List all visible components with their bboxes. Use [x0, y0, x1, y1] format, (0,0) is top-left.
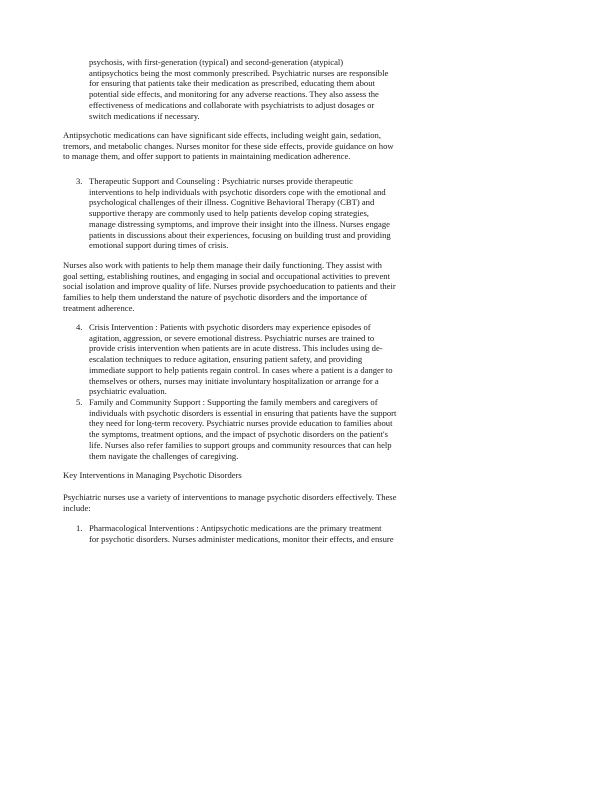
list-number-1: 1.	[76, 523, 83, 533]
daily-functioning-paragraph: Nurses also work with patients to help them manage their daily functioning. They assist with goal setting, establishing routines, and engaging in social and occupational activities to prevent social isolation and improve quality of life. Nurses provide psychoeducation to patients and their families to help them understand the nature of psychotic disorders and the importance of treatment adherence.	[63, 260, 396, 313]
section-heading: Key Interventions in Managing Psychotic Disorders	[63, 470, 242, 480]
list-number-3: 3.	[76, 176, 83, 186]
interventions-intro-paragraph: Psychiatric nurses use a variety of interventions to manage psychotic disorders effectively. These include:	[63, 492, 397, 513]
side-effects-paragraph: Antipsychotic medications can have significant side effects, including weight gain, sedation, tremors, and metabolic changes. Nurses monitor for these side effects, provide guidance on how to manage them, and offer support to patients in maintaining medication adherence.	[63, 130, 394, 162]
intro-continuation-paragraph: psychosis, with first-generation (typical) and second-generation (atypical) antipsychotics being the most commonly prescribed. Psychiatric nurses are responsible for ensuring that patients take their medication as prescribed, educating them about potential side effects, and monitoring for any adverse reactions. They also assess the effectiveness of medications and collaborate with psychiatrists to adjust dosages or switch medications if necessary.	[89, 57, 389, 121]
list-number-5: 5.	[76, 397, 83, 407]
list-number-4: 4.	[76, 322, 83, 332]
list-item-therapeutic-support: Therapeutic Support and Counseling : Psychiatric nurses provide therapeutic interventions to help individuals with psychotic disorders cope with the emotional and psychological challenges of their illness. Cognitive Behavioral Therapy (CBT) and supportive therapy are commonly used to help patients develop coping strategies, manage distressing symptoms, and improve their insight into the illness. Nurses engage patients in discussions about their experiences, focusing on building trust and providing emotional support during times of crisis.	[89, 176, 391, 251]
list-item-family-support: Family and Community Support : Supporting the family members and caregivers of individuals with psychotic disorders is essential in ensuring that patients have the support they need for long-term recovery. Psychiatric nurses provide education to families about the symptoms, treatment options, and the impact of psychotic disorders on the patient's life. Nurses also refer families to support groups and community resources that can help them navigate the challenges of caregiving.	[89, 397, 397, 461]
list-item-pharmacological: Pharmacological Interventions : Antipsychotic medications are the primary treatment for psychotic disorders. Nurses administer medications, monitor their effects, and ensure	[89, 523, 394, 544]
list-item-crisis-intervention: Crisis Intervention : Patients with psychotic disorders may experience episodes of agitation, aggression, or severe emotional distress. Psychiatric nurses are trained to provide crisis intervention when patients are in acute distress. This includes using de- escalation techniques to reduce agitation, ensuring patient safety, and providing immediate support to help patients regain control. In cases where a patient is a danger to themselves or others, nurses may initiate involuntary hospitalization or arrange for a psychiatric evaluation.	[89, 322, 393, 397]
